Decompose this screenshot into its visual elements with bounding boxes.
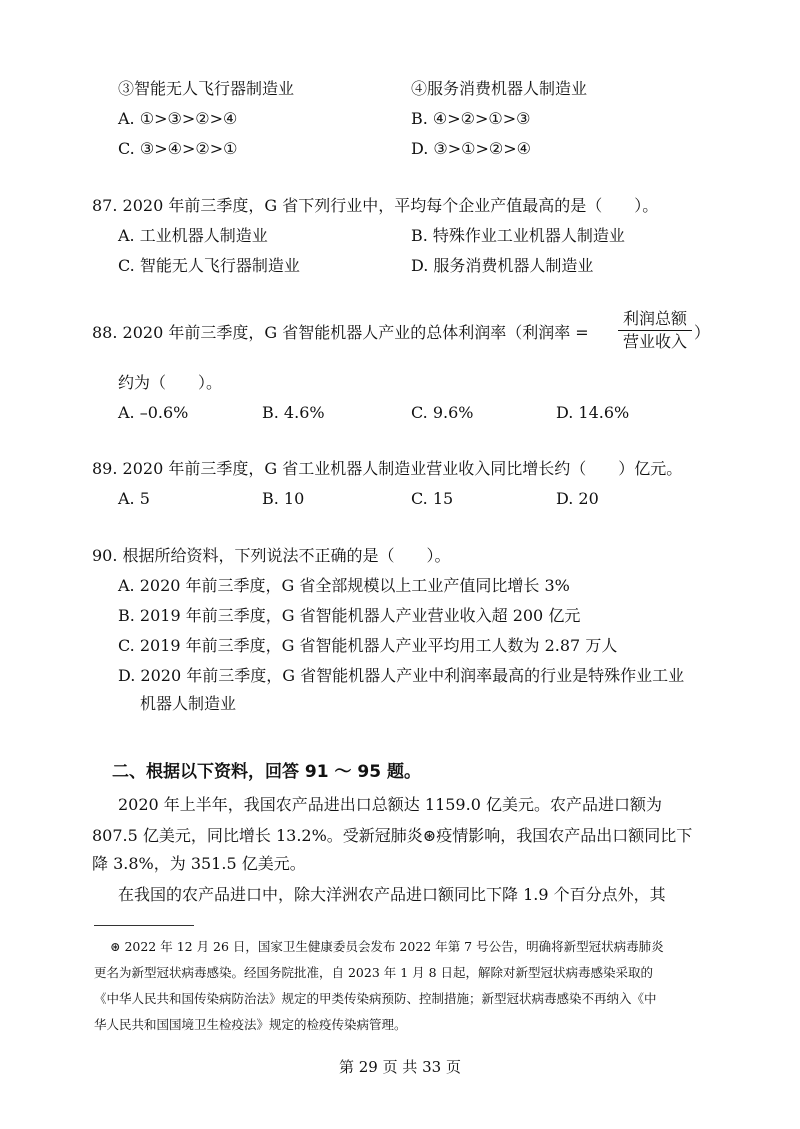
paragraph-1-line-1: 2020 年上半年，我国农产品进出口总额达 1159.0 亿美元。农产品进口额为: [118, 795, 662, 814]
q90-option-d-continued: 机器人制造业: [140, 694, 237, 713]
paragraph-2-line-1: 在我国的农产品进口中，除大洋洲农产品进口额同比下降 1.9 个百分点外，其: [118, 885, 666, 904]
q90-option-b: B. 2019 年前三季度，G 省智能机器人产业营业收入超 200 亿元: [118, 606, 581, 625]
section-2-heading: 二、根据以下资料，回答 91 ～ 95 题。: [112, 762, 421, 782]
footnote-line-3: 《中华人民共和国传染病防治法》规定的甲类传染病预防、控制措施；新型冠状病毒感染不再纳入《中: [94, 991, 657, 1006]
page-number-footer: 第 29 页 共 33 页: [338, 1058, 461, 1076]
footnote-separator: [94, 925, 194, 926]
q89-option-a: A. 5: [118, 489, 150, 508]
fraction-bar: [618, 330, 692, 331]
footnote-line-2: 更名为新型冠状病毒感染。经国务院批准，自 2023 年 1 月 8 日起，解除对新型冠状病毒感染采取的: [94, 965, 654, 980]
q89-option-d: D. 20: [556, 489, 599, 508]
question-89-stem: 89. 2020 年前三季度，G 省工业机器人制造业营业收入同比增长约（ ）亿元。: [92, 459, 683, 478]
option-c: C. ③>④>②>①: [118, 139, 238, 158]
q90-option-a: A. 2020 年前三季度，G 省全部规模以上工业产值同比增长 3%: [118, 576, 570, 595]
question-90-stem: 90. 根据所给资料，下列说法不正确的是（ ）。: [92, 546, 451, 565]
question-87-stem: 87. 2020 年前三季度，G 省下列行业中，平均每个企业产值最高的是（ ）。: [92, 196, 659, 215]
option-d: D. ③>①>②>④: [411, 139, 532, 158]
q87-option-c: C. 智能无人飞行器制造业: [118, 256, 300, 275]
q89-option-c: C. 15: [411, 489, 454, 508]
footnote-line-1: ⊛ 2022 年 12 月 26 日，国家卫生健康委员会发布 2022 年第 7 号公告，明确将新型冠状病毒肺炎: [110, 939, 664, 954]
fraction-numerator: 利润总额: [622, 309, 687, 328]
q87-option-b: B. 特殊作业工业机器人制造业: [411, 226, 625, 245]
q87-option-a: A. 工业机器人制造业: [118, 226, 268, 245]
question-88-stem: 88. 2020 年前三季度，G 省智能机器人产业的总体利润率（利润率 =: [92, 323, 589, 342]
q88-option-a: A. –0.6%: [118, 403, 189, 422]
paragraph-1-line-2: 807.5 亿美元，同比增长 13.2%。受新冠肺炎⊛疫情影响，我国农产品出口额同比下: [92, 826, 693, 845]
q90-option-d: D. 2020 年前三季度，G 省智能机器人产业中利润率最高的行业是特殊作业工业: [118, 666, 685, 685]
q88-option-b: B. 4.6%: [262, 403, 325, 422]
fraction-denominator: 营业收入: [622, 332, 687, 351]
q87-option-d: D. 服务消费机器人制造业: [411, 256, 594, 275]
paragraph-1-line-3: 降 3.8%，为 351.5 亿美元。: [92, 854, 306, 873]
option-item-4: ④服务消费机器人制造业: [411, 79, 588, 98]
q90-option-c: C. 2019 年前三季度，G 省智能机器人产业平均用工人数为 2.87 万人: [118, 636, 618, 655]
footnote-line-4: 华人民共和国国境卫生检疫法》规定的检疫传染病管理。: [94, 1017, 407, 1032]
q89-option-b: B. 10: [262, 489, 305, 508]
q88-option-c: C. 9.6%: [411, 403, 474, 422]
q88-option-d: D. 14.6%: [556, 403, 630, 422]
option-item-3: ③智能无人飞行器制造业: [118, 79, 295, 98]
question-88-stem-close: ）: [694, 323, 711, 342]
option-a: A. ①>③>②>④: [118, 109, 238, 128]
question-88-stem-line2: 约为（ ）。: [118, 373, 223, 392]
profit-rate-fraction: [618, 309, 692, 352]
option-b: B. ④>②>①>③: [411, 109, 531, 128]
